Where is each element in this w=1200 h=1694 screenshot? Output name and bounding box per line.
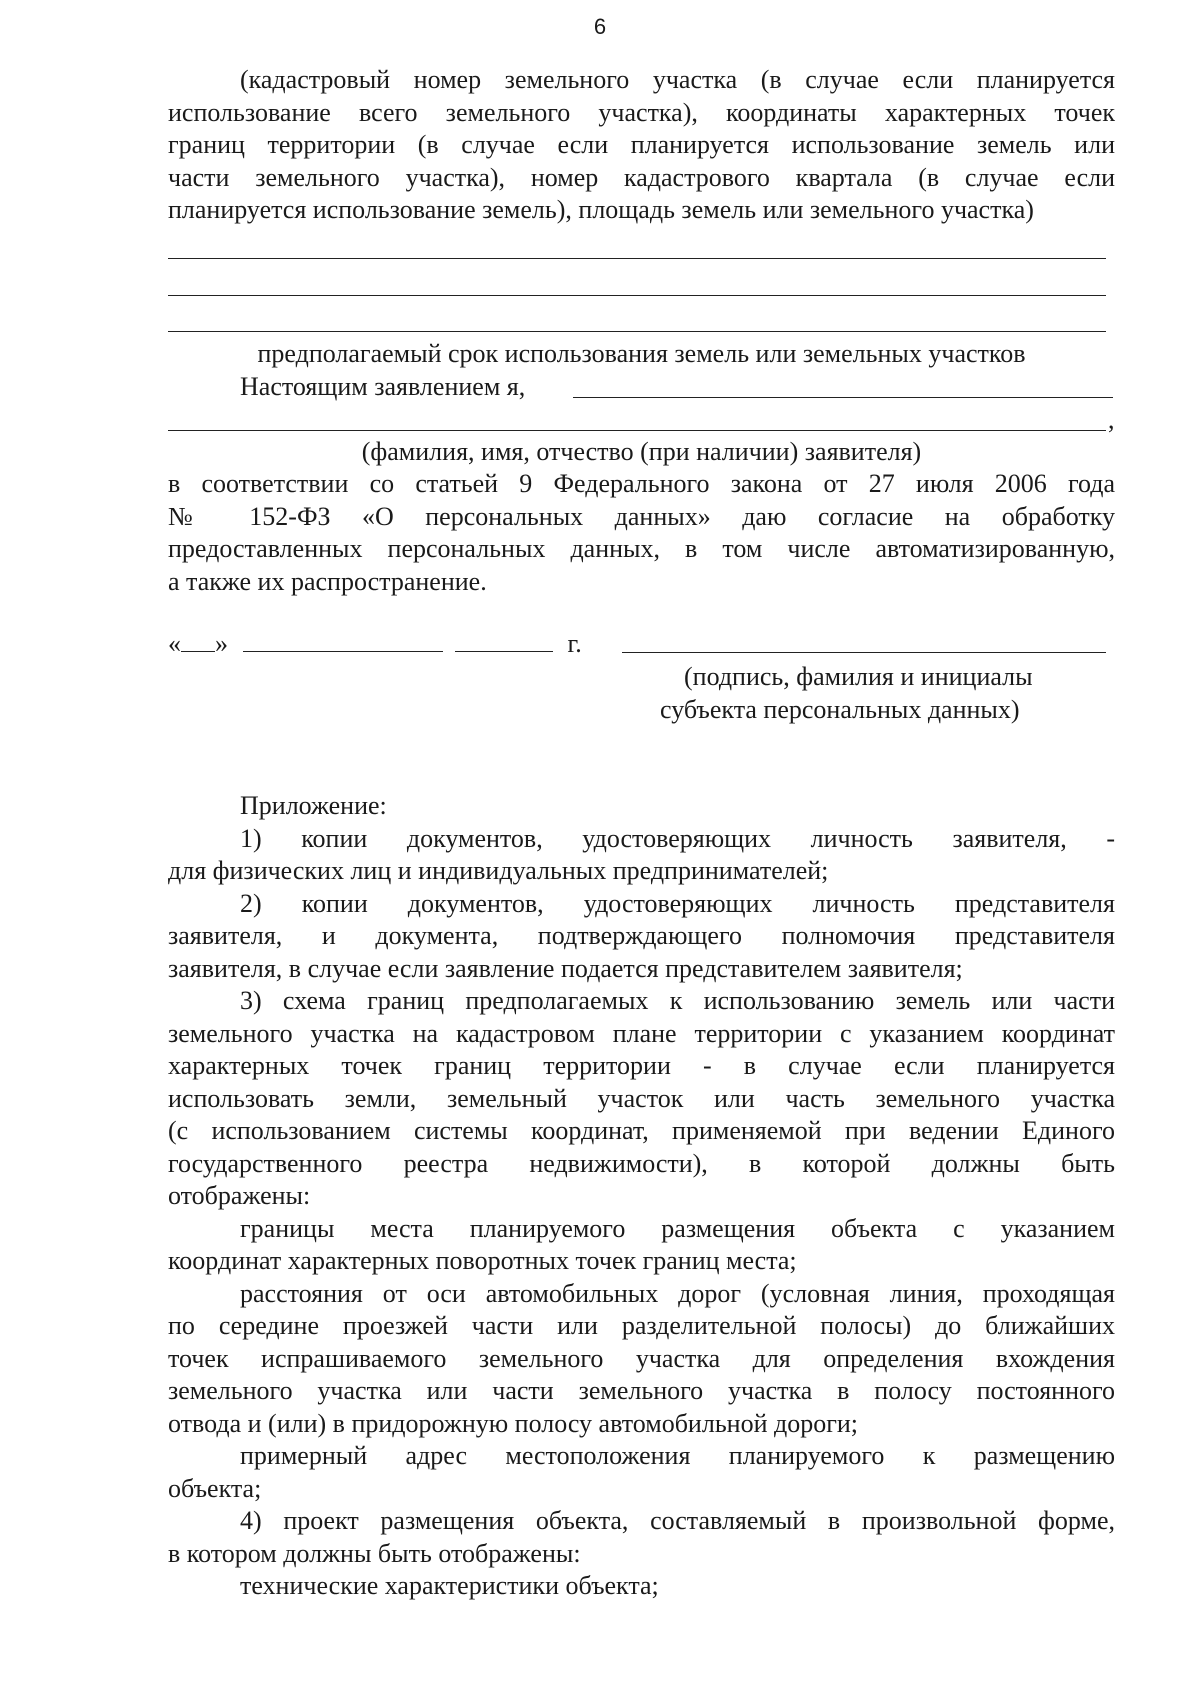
appendix-item bbox=[168, 985, 1115, 1213]
text-line: заявителя, в случае если заявление подается представителем заявителя; bbox=[168, 953, 963, 983]
text-line: а также их распространение. bbox=[168, 566, 487, 596]
text-line: границ территории (в случае если планируется использование земель или bbox=[168, 130, 1115, 159]
text-line: 2) копии документов, удостоверяющих личность представителя bbox=[240, 888, 1115, 918]
text-line: в соответствии со статьей 9 Федерального закона от 27 июля 2006 года bbox=[168, 469, 1115, 498]
text-line: заявителя, и документа, подтверждающего полномочия представителя bbox=[168, 921, 1115, 950]
text-line: в котором должны быть отображены: bbox=[168, 1538, 581, 1568]
appendix-title: Приложение: bbox=[240, 791, 387, 820]
text-line: для физических лиц и индивидуальных предпринимателей; bbox=[168, 856, 829, 885]
text-line: границы места планируемого размещения объекта с указанием bbox=[240, 1213, 1115, 1243]
text-line: использование всего земельного участка), координаты характерных точек bbox=[168, 97, 1115, 127]
consent-prefix: Настоящим заявлением я, bbox=[240, 372, 526, 401]
text-line: по середине проезжей части или разделительной полосы) до ближайших bbox=[168, 1311, 1115, 1340]
cadastral-instructions bbox=[168, 64, 1115, 227]
text-line: использовать земли, земельный участок или часть земельного участка bbox=[168, 1083, 1115, 1113]
text-line: планируется использование земель), площадь земель или земельного участка) bbox=[168, 195, 1034, 224]
text-line: (подпись, фамилия и инициалы bbox=[684, 662, 1033, 691]
blank-line[interactable] bbox=[168, 258, 1106, 259]
term-caption: предполагаемый срок использования земель или земельных участков bbox=[257, 339, 1026, 368]
year-suffix: г. bbox=[567, 629, 582, 658]
text-line: примерный адрес местоположения планируемого к размещению bbox=[240, 1441, 1115, 1470]
consent-text bbox=[168, 468, 1115, 598]
month-field[interactable] bbox=[243, 629, 443, 652]
name-caption: (фамилия, имя, отчество (при наличии) заявителя) bbox=[361, 437, 922, 466]
applicant-name-field[interactable] bbox=[573, 397, 1113, 398]
signature-field[interactable] bbox=[622, 652, 1106, 653]
text-line: предоставленных персональных данных, в том числе автоматизированную, bbox=[168, 534, 1115, 563]
text-line: (с использованием системы координат, применяемой при ведении Единого bbox=[168, 1116, 1115, 1145]
appendix bbox=[168, 790, 1115, 1603]
appendix-item bbox=[168, 1278, 1115, 1441]
blank-line[interactable] bbox=[168, 331, 1106, 332]
text-line: 3) схема границ предполагаемых к использованию земель или части bbox=[240, 986, 1115, 1015]
text-line: земельного участка или части земельного участка в полосу постоянного bbox=[168, 1376, 1115, 1405]
appendix-item bbox=[168, 1440, 1115, 1505]
year-field[interactable] bbox=[455, 629, 553, 652]
text-line: субъекта персональных данных) bbox=[660, 695, 1020, 724]
appendix-item bbox=[168, 1213, 1115, 1278]
applicant-name-field-continued[interactable] bbox=[168, 430, 1106, 431]
text-line: части земельного участка), номер кадастрового квартала (в случае если bbox=[168, 162, 1115, 192]
signature-caption bbox=[660, 660, 1080, 726]
text-line: земельного участка на кадастровом плане территории с указанием координат bbox=[168, 1018, 1115, 1048]
text-line: отображены: bbox=[168, 1181, 311, 1210]
text-line: координат характерных поворотных точек границ места; bbox=[168, 1246, 797, 1275]
text-line: характерных точек границ территории - в случае если планируется bbox=[168, 1051, 1115, 1080]
text-line: 1) копии документов, удостоверяющих личность заявителя, - bbox=[240, 823, 1115, 853]
comma: , bbox=[1108, 405, 1115, 434]
day-field[interactable] bbox=[181, 629, 215, 652]
text-line: точек испрашиваемого земельного участка для определения вхождения bbox=[168, 1343, 1115, 1373]
appendix-item bbox=[168, 888, 1115, 986]
consent-name-row bbox=[168, 371, 1115, 404]
appendix-item bbox=[168, 823, 1115, 888]
text-line: технические характеристики объекта; bbox=[240, 1571, 659, 1600]
text-line: отвода и (или) в придорожную полосу автомобильной дороги; bbox=[168, 1408, 859, 1438]
appendix-item bbox=[168, 1505, 1115, 1570]
appendix-item bbox=[168, 1570, 1115, 1603]
text-line: 4) проект размещения объекта, составляемый в произвольной форме, bbox=[240, 1506, 1115, 1535]
text-line: объекта; bbox=[168, 1473, 262, 1503]
close-quote: » bbox=[215, 629, 228, 658]
text-line: государственного реестра недвижимости), в которой должны быть bbox=[168, 1148, 1115, 1178]
blank-line[interactable] bbox=[168, 295, 1106, 296]
date-row bbox=[168, 628, 582, 660]
page-number: 6 bbox=[593, 14, 607, 39]
text-line: расстояния от оси автомобильных дорог (условная линия, проходящая bbox=[240, 1278, 1115, 1308]
open-quote: « bbox=[168, 629, 181, 658]
text-line: № 152-ФЗ «О персональных данных» даю согласие на обработку bbox=[168, 501, 1115, 531]
text-line: (кадастровый номер земельного участка (в случае если планируется bbox=[240, 65, 1115, 94]
